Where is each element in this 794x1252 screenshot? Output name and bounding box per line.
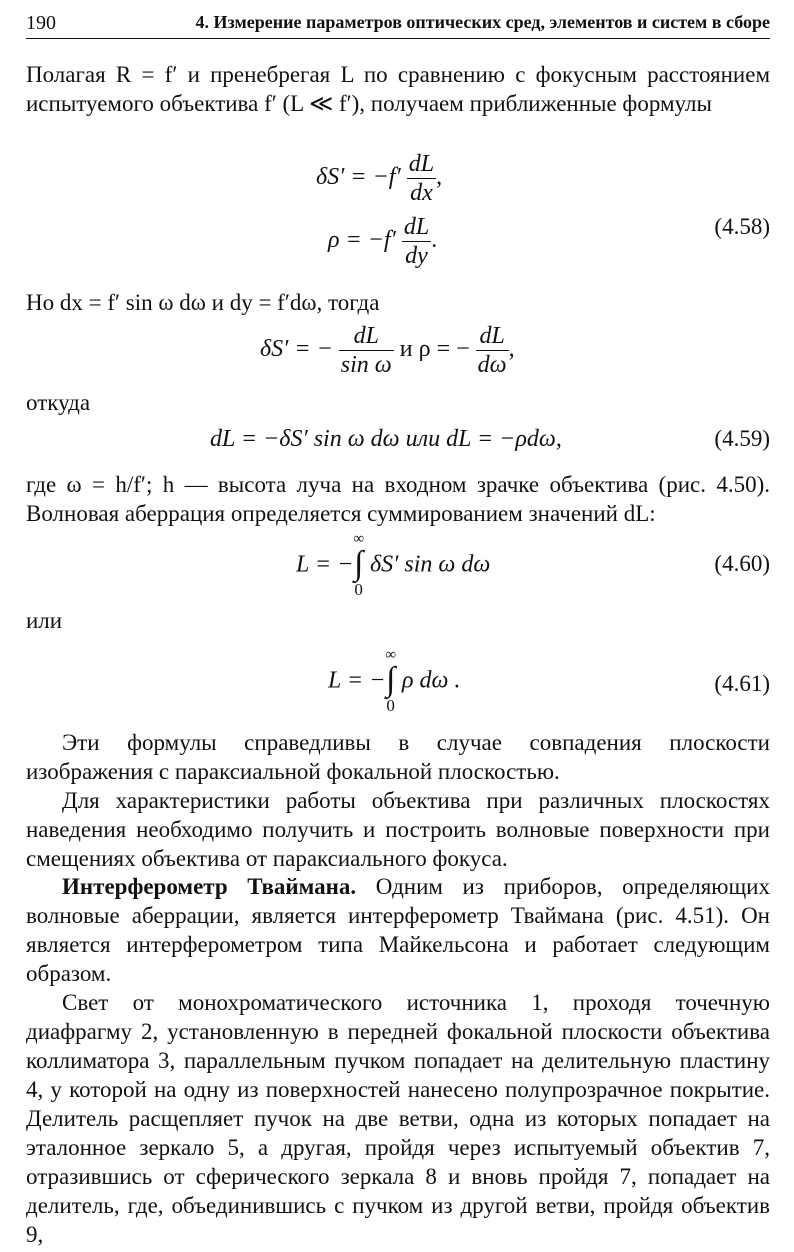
fraction: $\frac{dL}{dy}$ bbox=[403, 214, 430, 269]
equation-4-60: L = − ∞ ∫ 0 δS′ sin ω dω bbox=[296, 531, 491, 599]
fraction: $\frac{dL}{\text{sin ω}}$ bbox=[340, 323, 392, 378]
paragraph-intro: Полагая R = f′ и пренебрегая L по сравнению с фокусным расстоянием испытуемого объектива f′ (L ≪ f′), получаем приближенные формулы bbox=[26, 62, 770, 116]
paragraph-characteristics: Для характеристики работы объектива при различных плоскостях наведения необходимо получить и построить волновые поверхности при смещениях объектива от параксиального фокуса. bbox=[26, 788, 770, 871]
page-number: 190 bbox=[26, 12, 56, 34]
paragraph-light-path: Свет от монохроматического источника 1, проходя точечную диафрагму 2, установленную в передней фокальной плоскости объектива коллиматора 3, параллельным пучком попадает на делительную пластину 4, у которой на одну из поверхностей нанесено полупрозрачное покрытие. Делитель расщепляет пучок на две ветви, одна из которых попадает на эталонное зеркало 5, а другая, пройдя через испытуемый объектив 7, отразившись от сферического зеркала 8 и вновь пройдя 7, попадает на делитель, где, объединившись с пучком из другой ветви, пройдя объектив 9, bbox=[26, 990, 770, 1247]
integral-sign: ∞ ∫ 0 bbox=[353, 531, 365, 599]
word-otkuda: откуда bbox=[26, 390, 91, 415]
word-ili: или bbox=[26, 608, 63, 633]
equation-number-4-60: (4.60) bbox=[714, 551, 770, 576]
equation-4-59: dL = −δS′ sin ω dω или dL = −ρdω, bbox=[210, 426, 562, 452]
equation-4-58-line2: ρ = −f′ $\frac{dL}{dy}$ . bbox=[328, 214, 438, 269]
equation-number-4-61: (4.61) bbox=[714, 671, 770, 696]
paragraph-validity: Эти формулы справедливы в случае совпадения плоскости изображения с параксиальной фокальной плоскостью. bbox=[26, 730, 770, 784]
paragraph-substitution: Но dx = f′ sin ω dω и dy = f′dω, тогда bbox=[26, 290, 380, 315]
equation-number-4-59: (4.59) bbox=[714, 426, 770, 451]
integral-sign: ∞ ∫ 0 bbox=[385, 647, 397, 715]
book-page bbox=[26, 0, 770, 1252]
section-heading-inline: Интерферометр Тваймана. bbox=[62, 874, 357, 899]
fraction: $\frac{dL}{dx}$ bbox=[408, 151, 435, 206]
equation-number-4-58: (4.58) bbox=[714, 214, 770, 239]
paragraph-wave-aberration: где ω = h/f′; h — высота луча на входном зрачке объектива (рис. 4.50). Волновая аберрация определяется суммированием значений dL: bbox=[26, 472, 770, 526]
equation-derivatives: δS′ = − $\frac{dL}{\text{sin ω}}$ и ρ = − $\frac{dL}{d\omega}$ , bbox=[260, 323, 515, 378]
equation-4-61: L = − ∞ ∫ 0 ρ dω . bbox=[328, 647, 461, 715]
running-title: 4. Измерение параметров оптических сред, элементов и систем в сборе bbox=[195, 12, 770, 32]
page-header bbox=[26, 8, 770, 39]
equation-4-58-line1: δS′ = −f′ $\frac{dL}{dx}$ , bbox=[316, 151, 443, 206]
fraction: $\frac{dL}{d\omega}$ bbox=[477, 323, 507, 378]
paragraph-twyman-interferometer: Интерферометр Тваймана. Одним из приборов, определяющих волновые аберрации, является интерферометр Тваймана (рис. 4.51). Он является интерферометром типа Майкельсона и работает следующим образом. bbox=[26, 874, 770, 986]
